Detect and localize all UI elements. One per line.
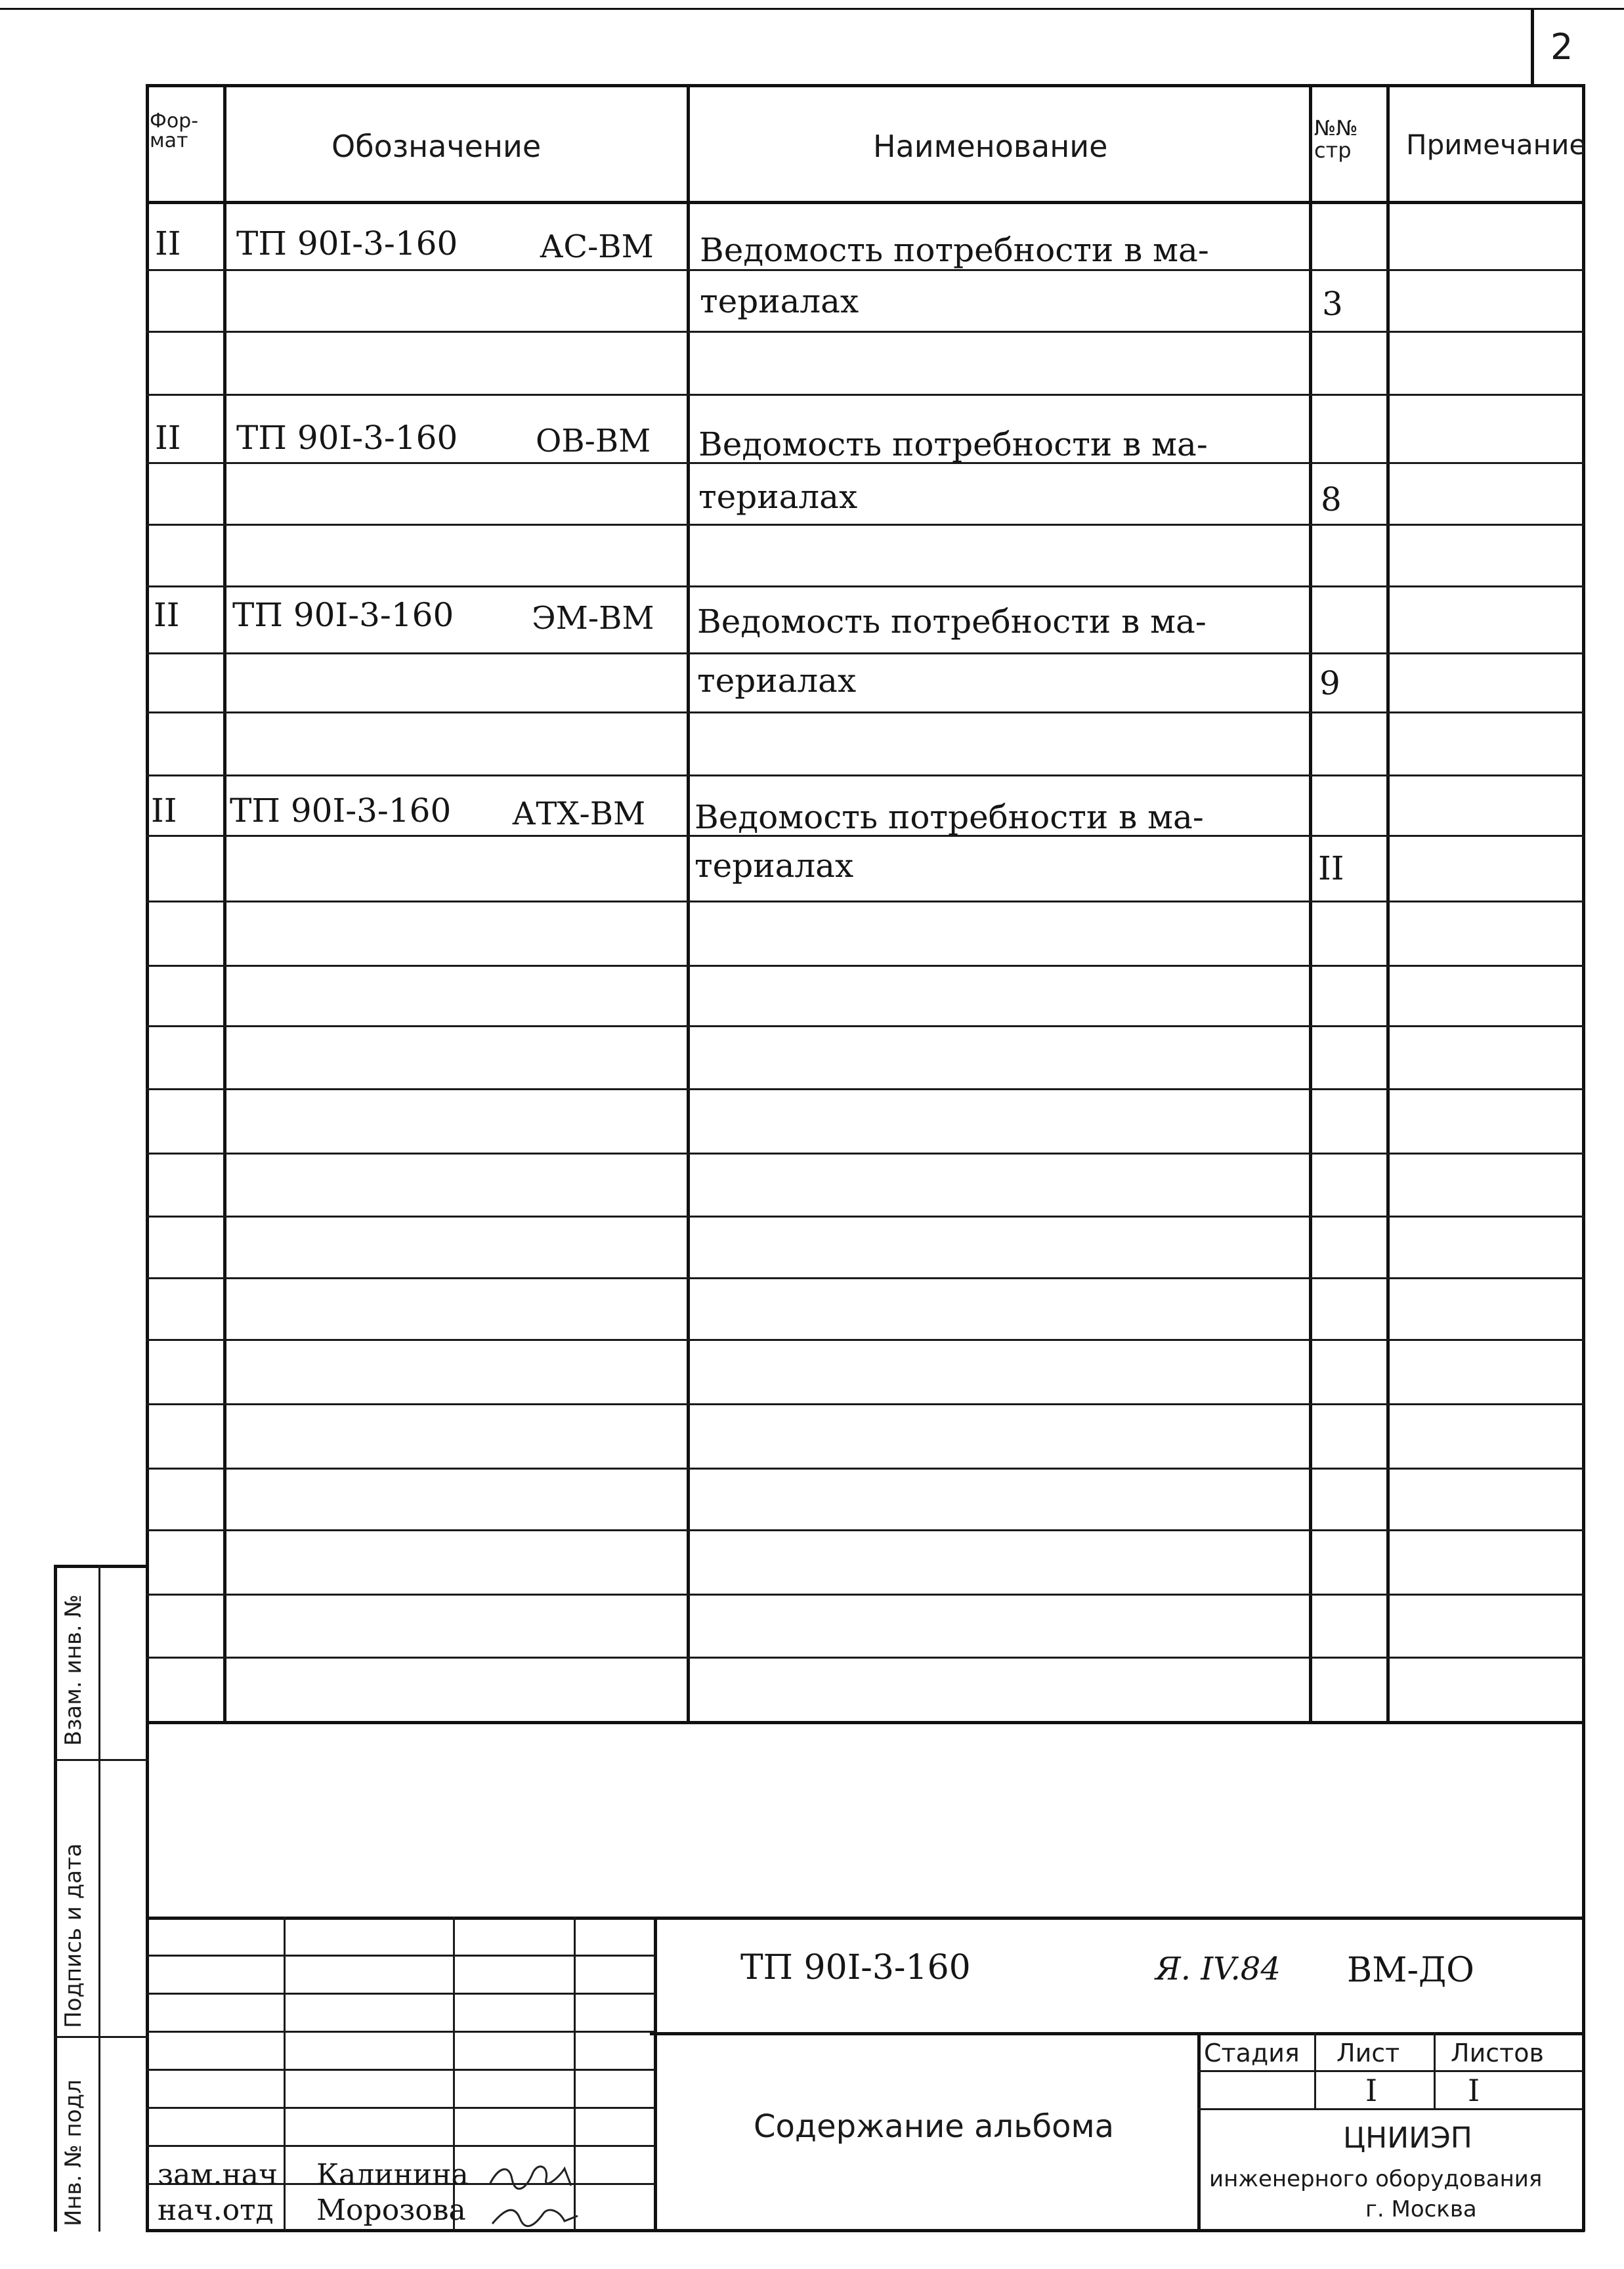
row-line (146, 585, 1585, 587)
stage-grid-h2 (1197, 2108, 1583, 2110)
row4-name-line1: Ведомость потребности в ма- (694, 798, 1204, 836)
row-line (146, 1339, 1585, 1341)
top-border (0, 8, 1624, 10)
org-name: ЦНИИЭП (1343, 2121, 1472, 2155)
signature-kalinina (486, 2153, 584, 2232)
row4-format: II (151, 792, 177, 830)
row1-code: ТП 90I-3-160 (236, 224, 458, 263)
side-strip-divider (98, 1565, 100, 2232)
row-line (146, 711, 1585, 713)
row-line (146, 1088, 1585, 1090)
side-strip-top (54, 1565, 149, 1568)
row4-code: ТП 90I-3-160 (230, 792, 452, 830)
row-line (146, 1153, 1585, 1155)
header-designation: Обозначение (331, 129, 542, 164)
row1-page: 3 (1322, 285, 1343, 323)
page-number: 2 (1550, 26, 1573, 68)
col-divider-format (223, 84, 226, 1722)
col-divider-pages (1386, 84, 1390, 1722)
stage-label: Стадия (1204, 2039, 1300, 2068)
row1-name-line2: териалах (700, 282, 859, 320)
row3-format: II (154, 596, 180, 634)
header-bottom-border (146, 201, 1585, 204)
sheets-label: Листов (1451, 2039, 1544, 2068)
org-city: г. Москва (1365, 2196, 1477, 2222)
row2-suffix: ОВ-ВМ (536, 423, 651, 459)
sig-grid-h2 (146, 1993, 655, 1995)
row3-suffix: ЭМ-ВМ (532, 600, 654, 637)
org-subtitle: инженерного оборудования (1209, 2166, 1543, 2192)
sig-grid-h6 (146, 2145, 655, 2147)
sheet-label: Лист (1336, 2039, 1400, 2068)
row4-suffix: АТХ-ВМ (512, 795, 646, 832)
person1-role: зам.нач (158, 2158, 278, 2192)
row-line (146, 774, 1585, 776)
header-note: Примечание (1406, 129, 1587, 161)
row-line (146, 1468, 1585, 1470)
sheet-value: I (1365, 2073, 1378, 2108)
side-stamp-vzam: Взам. инв. № (60, 1594, 87, 1746)
title-block-org-divider (1197, 2032, 1201, 2230)
row-line (146, 965, 1585, 967)
title-doc-type: ВМ-ДО (1347, 1951, 1474, 1990)
row2-format: II (155, 419, 181, 457)
sig-grid-h4 (146, 2069, 655, 2071)
title-date: Я. IV.84 (1155, 1951, 1281, 1987)
col-divider-name (1309, 84, 1312, 1722)
row-line (146, 1277, 1585, 1279)
sig-grid-h1 (146, 1955, 655, 1957)
col-divider-designation (687, 84, 690, 1722)
table-left-border (146, 84, 149, 2232)
table-bottom-border (146, 1721, 1585, 1724)
row-line (146, 1403, 1585, 1405)
title-block-top (146, 1917, 1585, 1920)
side-stamp-podpis: Подпись и дата (60, 1843, 87, 2028)
row1-name-line1: Ведомость потребности в ма- (700, 231, 1209, 269)
row2-name-line2: териалах (698, 478, 858, 516)
side-strip-sep1 (54, 1759, 149, 1761)
row4-page: II (1318, 849, 1344, 887)
person2-name: Морозова (316, 2194, 466, 2227)
row3-code: ТП 90I-3-160 (232, 596, 454, 634)
title-block-mid (650, 2032, 1585, 2035)
sig-grid-h5 (146, 2107, 655, 2109)
sheet-bottom-border (146, 2229, 1585, 2232)
row4-name-line2: териалах (694, 847, 854, 885)
row-line (146, 901, 1585, 902)
side-strip-sep2 (54, 2036, 149, 2038)
row1-format: II (155, 224, 181, 263)
sheets-value: I (1468, 2073, 1480, 2108)
table-right-border (1582, 84, 1585, 2232)
side-stamp-inv: Инв. № подл (60, 2079, 87, 2226)
row-line (146, 524, 1585, 526)
row-line (146, 1529, 1585, 1531)
row3-name-line2: териалах (697, 662, 857, 700)
sig-grid-h3 (146, 2031, 655, 2033)
stage-grid-h1 (1197, 2070, 1583, 2072)
row3-name-line1: Ведомость потребности в ма- (697, 603, 1207, 641)
row2-name-line1: Ведомость потребности в ма- (698, 425, 1208, 463)
row2-code: ТП 90I-3-160 (236, 419, 458, 457)
row-line (146, 394, 1585, 396)
header-format: Фор- мат (150, 110, 199, 152)
header-pages: №№ стр (1314, 116, 1358, 163)
row3-page: 9 (1319, 664, 1340, 702)
stage-grid-v1 (1314, 2032, 1316, 2110)
title-album-contents: Содержание альбома (754, 2108, 1115, 2145)
header-name: Наименование (873, 129, 1108, 164)
row-line (146, 1657, 1585, 1659)
person1-name: Калинина (316, 2158, 469, 2192)
row-line (146, 331, 1585, 333)
row-line (146, 1594, 1585, 1596)
row1-suffix: АС-ВМ (540, 228, 654, 265)
page-number-box-left (1531, 8, 1534, 85)
side-strip-left (54, 1565, 57, 2232)
person2-role: нач.отд (158, 2194, 274, 2227)
row2-page: 8 (1321, 480, 1342, 519)
stage-grid-v2 (1434, 2032, 1436, 2110)
row-line (146, 652, 1585, 654)
title-doc-code: ТП 90I-3-160 (740, 1948, 971, 1987)
table-top-border (146, 84, 1585, 87)
row-line (146, 1025, 1585, 1027)
row-line (146, 269, 1585, 271)
row-line (146, 1216, 1585, 1218)
